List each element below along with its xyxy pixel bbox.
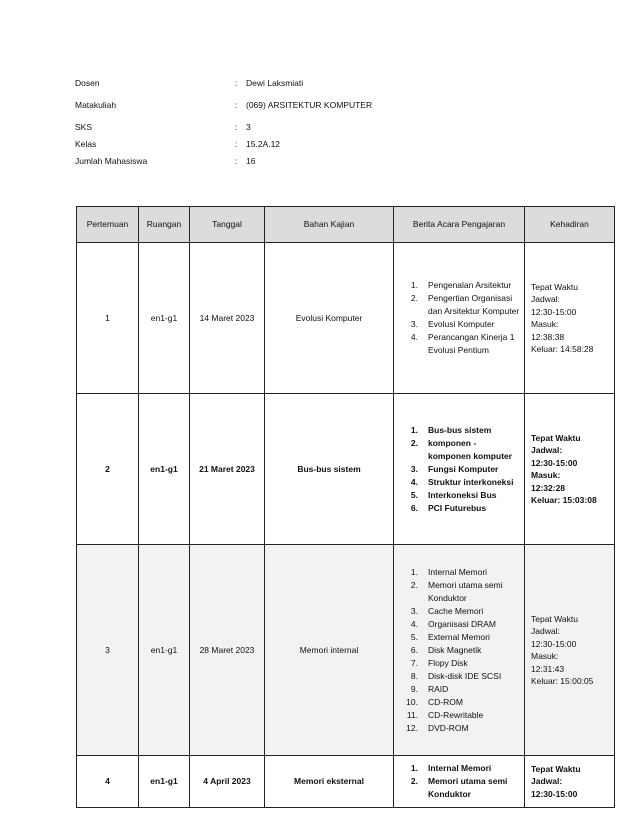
item-number: 1. [410, 763, 418, 773]
attendance-line: Masuk: [531, 470, 561, 480]
item-text: Flopy Disk [428, 657, 468, 668]
header-tanggal: Tanggal [190, 207, 265, 243]
item-text: CD-Rewritable [428, 709, 484, 720]
info-colon: : [235, 156, 238, 166]
item-text: RAID [428, 683, 449, 694]
item-number: 7. [410, 657, 418, 668]
item-number: 8. [410, 670, 418, 681]
cell-kehadiran [525, 756, 615, 808]
info-value: 3 [246, 122, 251, 132]
item-number: 6. [410, 502, 418, 513]
item-number: 10. [406, 696, 418, 707]
info-value: 15.2A.12 [246, 139, 281, 149]
item-text: External Memori [428, 631, 490, 642]
list-item [402, 709, 520, 722]
list-item [402, 683, 520, 696]
table-header-row [77, 207, 615, 243]
cell-berita-acara [394, 756, 525, 808]
info-colon: : [235, 139, 238, 149]
info-label: Jumlah Mahasiswa [75, 156, 148, 166]
item-number: 1. [410, 566, 418, 577]
list-item [402, 437, 520, 463]
item-number: 1. [410, 424, 418, 435]
table-row [77, 394, 615, 545]
list-item [402, 775, 520, 801]
attendance-line: 12:30-15:00 [531, 638, 577, 649]
item-text: Internal Memori [428, 763, 492, 773]
attendance-line: Jadwal: [531, 445, 563, 455]
cell-bahan-kajian: Bus-bus sistem [265, 394, 394, 545]
item-number: 2. [410, 293, 418, 303]
attendance-line: 12:31:43 [531, 663, 565, 674]
list-item [402, 331, 520, 357]
item-text: Pengenalan Arsitektur [428, 280, 512, 290]
attendance-status: Tepat Waktu [531, 281, 578, 292]
item-number: 4. [410, 476, 418, 487]
cell-pertemuan: 3 [77, 545, 139, 756]
list-item [402, 696, 520, 709]
cell-kehadiran [525, 243, 615, 394]
attendance-status: Tepat Waktu [531, 763, 581, 774]
info-colon: : [235, 122, 238, 132]
list-item [402, 579, 520, 605]
header-bahan-kajian: Bahan Kajian [265, 207, 394, 243]
list-item [402, 657, 520, 670]
attendance-line: Keluar: 15:00:05 [531, 676, 594, 686]
item-number: 1. [410, 280, 418, 290]
list-item [402, 762, 520, 775]
item-number: 11. [406, 709, 418, 720]
cell-pertemuan: 4 [77, 756, 139, 808]
list-item [402, 424, 520, 437]
table-row [77, 243, 615, 394]
cell-tanggal: 21 Maret 2023 [190, 394, 265, 545]
list-item [402, 502, 520, 515]
cell-bahan-kajian: Evolusi Komputer [265, 243, 394, 394]
header-kehadiran: Kehadiran [525, 207, 615, 243]
item-number: 6. [410, 644, 418, 655]
info-colon: : [235, 78, 238, 88]
list-item [402, 618, 520, 631]
list-item [402, 722, 520, 735]
attendance-line: Masuk: [531, 651, 559, 661]
list-item [402, 566, 520, 579]
cell-berita-acara [394, 545, 525, 756]
attendance-line: Jadwal: [531, 294, 560, 304]
info-label: Matakuliah [75, 100, 117, 110]
cell-tanggal: 4 April 2023 [190, 756, 265, 808]
item-text: Disk Magnetik [428, 644, 482, 655]
cell-ruangan: en1-g1 [139, 394, 190, 545]
list-item [402, 318, 520, 331]
header-pertemuan: Pertemuan [77, 207, 139, 243]
item-text: CD-ROM [428, 696, 463, 707]
cell-ruangan: en1-g1 [139, 243, 190, 394]
attendance-line: 12:30-15:00 [531, 788, 578, 799]
attendance-line: Jadwal: [531, 776, 563, 787]
item-text: Fungsi Komputer [428, 463, 499, 474]
table-row [77, 756, 615, 808]
list-item [402, 292, 520, 318]
item-text: Organisasi DRAM [428, 618, 497, 629]
header-ruangan: Ruangan [139, 207, 190, 243]
table-row [77, 545, 615, 756]
info-label: Dosen [75, 78, 100, 88]
list-item [402, 631, 520, 644]
info-label: Kelas [75, 139, 97, 149]
list-item [402, 279, 520, 292]
list-item [402, 476, 520, 489]
attendance-line: 12:30-15:00 [531, 306, 577, 317]
item-number: 3. [410, 319, 418, 329]
info-value: (069) ARSITEKTUR KOMPUTER [246, 100, 373, 110]
attendance-line: Jadwal: [531, 626, 560, 636]
cell-kehadiran [525, 545, 615, 756]
list-item [402, 644, 520, 657]
info-colon: : [235, 100, 238, 110]
attendance-status: Tepat Waktu [531, 613, 578, 624]
item-number: 4. [410, 618, 418, 629]
attendance-status: Tepat Waktu [531, 432, 581, 443]
attendance-line: Masuk: [531, 319, 559, 329]
cell-pertemuan: 2 [77, 394, 139, 545]
item-text: Struktur interkoneksi [428, 476, 514, 487]
cell-bahan-kajian: Memori internal [265, 545, 394, 756]
item-text: DVD-ROM [428, 722, 469, 733]
item-number: 2. [410, 776, 418, 786]
item-number: 2. [410, 579, 418, 590]
info-label: SKS [75, 122, 93, 132]
item-text: Evolusi Komputer [428, 319, 495, 329]
item-text: Perancangan Kinerja 1 Evolusi Pentium [428, 332, 515, 355]
info-value: 16 [246, 156, 256, 166]
item-number: 3. [410, 605, 418, 616]
list-item [402, 489, 520, 502]
info-value: Dewi Laksmiati [246, 78, 304, 88]
item-number: 9. [410, 683, 418, 694]
item-text: Internal Memori [428, 566, 488, 577]
attendance-line: 12:32:28 [531, 482, 566, 493]
attendance-line: Keluar: 14:58:28 [531, 344, 594, 354]
item-text: Pengertian Organisasi dan Arsitektur Komputer [428, 293, 520, 316]
list-item [402, 605, 520, 618]
item-text: Disk-disk IDE SCSI [428, 670, 502, 681]
cell-berita-acara [394, 394, 525, 545]
item-text: Memori utama semi Konduktor [428, 579, 503, 603]
attendance-line: 12:38:38 [531, 331, 565, 342]
item-number: 2. [410, 437, 418, 448]
item-number: 5. [410, 489, 418, 500]
cell-pertemuan: 1 [77, 243, 139, 394]
attendance-line: 12:30-15:00 [531, 457, 578, 468]
cell-bahan-kajian: Memori eksternal [265, 756, 394, 808]
item-number: 5. [410, 631, 418, 642]
header-berita-acara: Berita Acara Pengajaran [394, 207, 525, 243]
attendance-table [76, 206, 615, 808]
item-number: 3. [410, 463, 418, 474]
item-number: 12. [406, 722, 418, 733]
item-number: 4. [410, 332, 418, 342]
cell-ruangan: en1-g1 [139, 545, 190, 756]
cell-berita-acara [394, 243, 525, 394]
item-text: Interkoneksi Bus [428, 489, 497, 500]
cell-tanggal: 28 Maret 2023 [190, 545, 265, 756]
attendance-line: Keluar: 15:03:08 [531, 495, 597, 505]
cell-ruangan: en1-g1 [139, 756, 190, 808]
list-item [402, 670, 520, 683]
item-text: PCI Futurebus [428, 502, 487, 513]
item-text: Memori utama semi Konduktor [428, 776, 508, 799]
item-text: Cache Memori [428, 605, 484, 616]
item-text: Bus-bus sistem [428, 424, 492, 435]
item-text: komponen - komponen komputer [428, 437, 513, 461]
cell-tanggal: 14 Maret 2023 [190, 243, 265, 394]
list-item [402, 463, 520, 476]
cell-kehadiran [525, 394, 615, 545]
